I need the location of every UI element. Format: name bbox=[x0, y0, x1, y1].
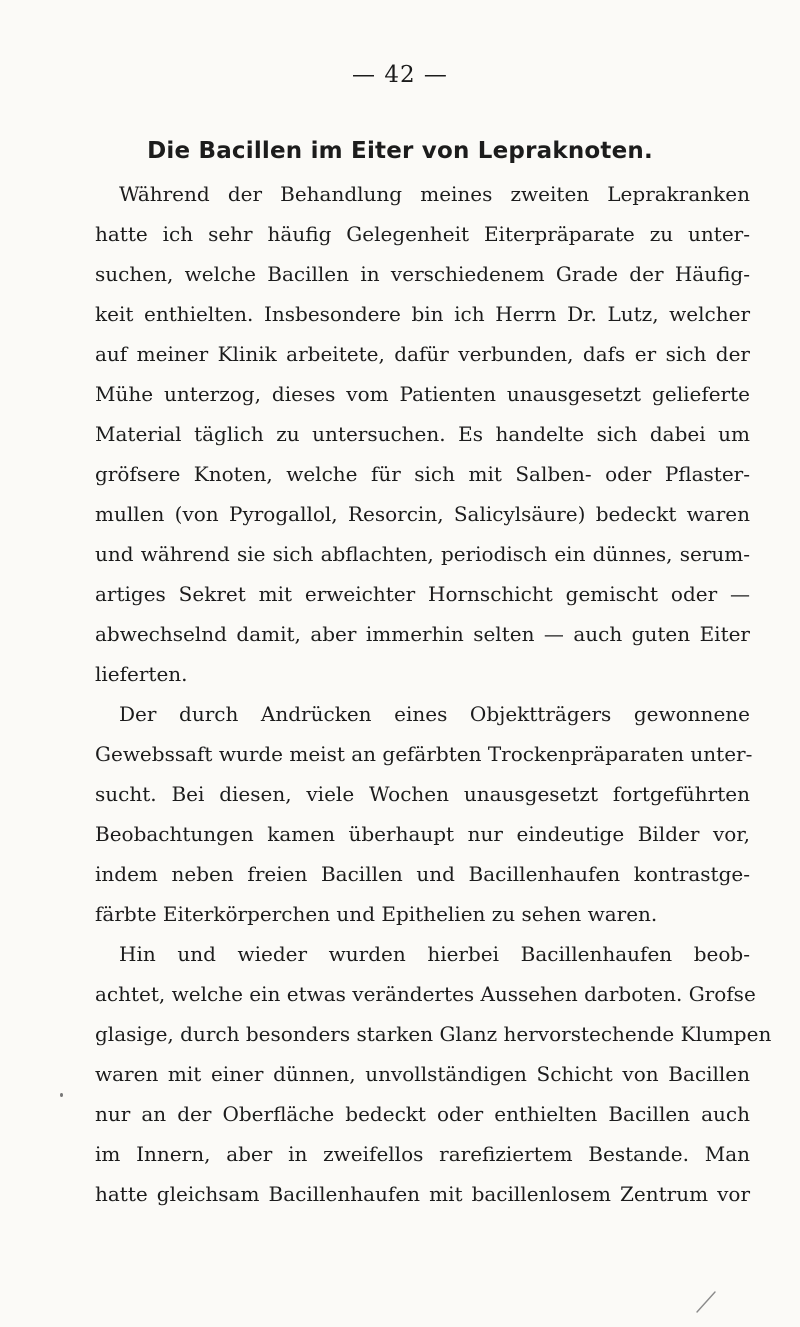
text-line: und während sie sich abflachten, periodisch ein dünnes, serum- bbox=[95, 542, 750, 566]
text-line: Hin und wieder wurden hierbei Bacillenhaufen beob- bbox=[119, 942, 750, 966]
text-line: Material täglich zu untersuchen. Es handelte sich dabei um bbox=[95, 422, 750, 446]
text-line: abwechselnd damit, aber immerhin selten — auch guten Eiter bbox=[95, 622, 750, 646]
text-line: keit enthielten. Insbesondere bin ich Herrn Dr. Lutz, welcher bbox=[95, 302, 750, 326]
body-text bbox=[95, 174, 772, 1214]
text-line: nur an der Oberfläche bedeckt oder enthielten Bacillen auch bbox=[95, 1102, 750, 1126]
text-line: hatte gleichsam Bacillenhaufen mit bacillenlosem Zentrum vor bbox=[95, 1182, 750, 1206]
text-line: Der durch Andrücken eines Objektträgers gewonnene bbox=[119, 702, 750, 726]
text-line: färbte Eiterkörperchen und Epithelien zu sehen waren. bbox=[95, 902, 658, 926]
text-line: lieferten. bbox=[95, 662, 188, 686]
text-line: Während der Behandlung meines zweiten Leprakranken bbox=[119, 182, 750, 206]
page-number: — 42 — bbox=[352, 62, 448, 88]
text-line: suchen, welche Bacillen in verschiedenem Grade der Häufig- bbox=[95, 262, 750, 286]
text-line: gröfsere Knoten, welche für sich mit Salben- oder Pflaster- bbox=[95, 462, 750, 486]
text-line: Beobachtungen kamen überhaupt nur eindeutige Bilder vor, bbox=[95, 822, 750, 846]
text-line: im Innern, aber in zweifellos rarefiziertem Bestande. Man bbox=[95, 1142, 750, 1166]
pencil-mark-icon bbox=[695, 1290, 717, 1314]
text-line: Mühe unterzog, dieses vom Patienten unausgesetzt gelieferte bbox=[95, 382, 750, 406]
section-heading: Die Bacillen im Eiter von Lepraknoten. bbox=[147, 138, 653, 164]
text-line: auf meiner Klinik arbeitete, dafür verbunden, dafs er sich der bbox=[95, 342, 750, 366]
ink-speck bbox=[60, 1093, 63, 1097]
text-line: achtet, welche ein etwas verändertes Aussehen darboten. Grofse bbox=[95, 982, 756, 1006]
text-line: mullen (von Pyrogallol, Resorcin, Salicylsäure) bedeckt waren bbox=[95, 502, 750, 526]
text-line: glasige, durch besonders starken Glanz hervorstechende Klumpen bbox=[95, 1022, 772, 1046]
text-line: sucht. Bei diesen, viele Wochen unausgesetzt fortgeführten bbox=[95, 782, 750, 806]
text-line: waren mit einer dünnen, unvollständigen Schicht von Bacillen bbox=[95, 1062, 750, 1086]
text-line: hatte ich sehr häufig Gelegenheit Eiterpräparate zu unter- bbox=[95, 222, 750, 246]
text-line: indem neben freien Bacillen und Bacillenhaufen kontrastge- bbox=[95, 862, 750, 886]
text-line: Gewebssaft wurde meist an gefärbten Trockenpräparaten unter- bbox=[95, 742, 753, 766]
text-line: artiges Sekret mit erweichter Hornschicht gemischt oder — bbox=[95, 582, 750, 606]
